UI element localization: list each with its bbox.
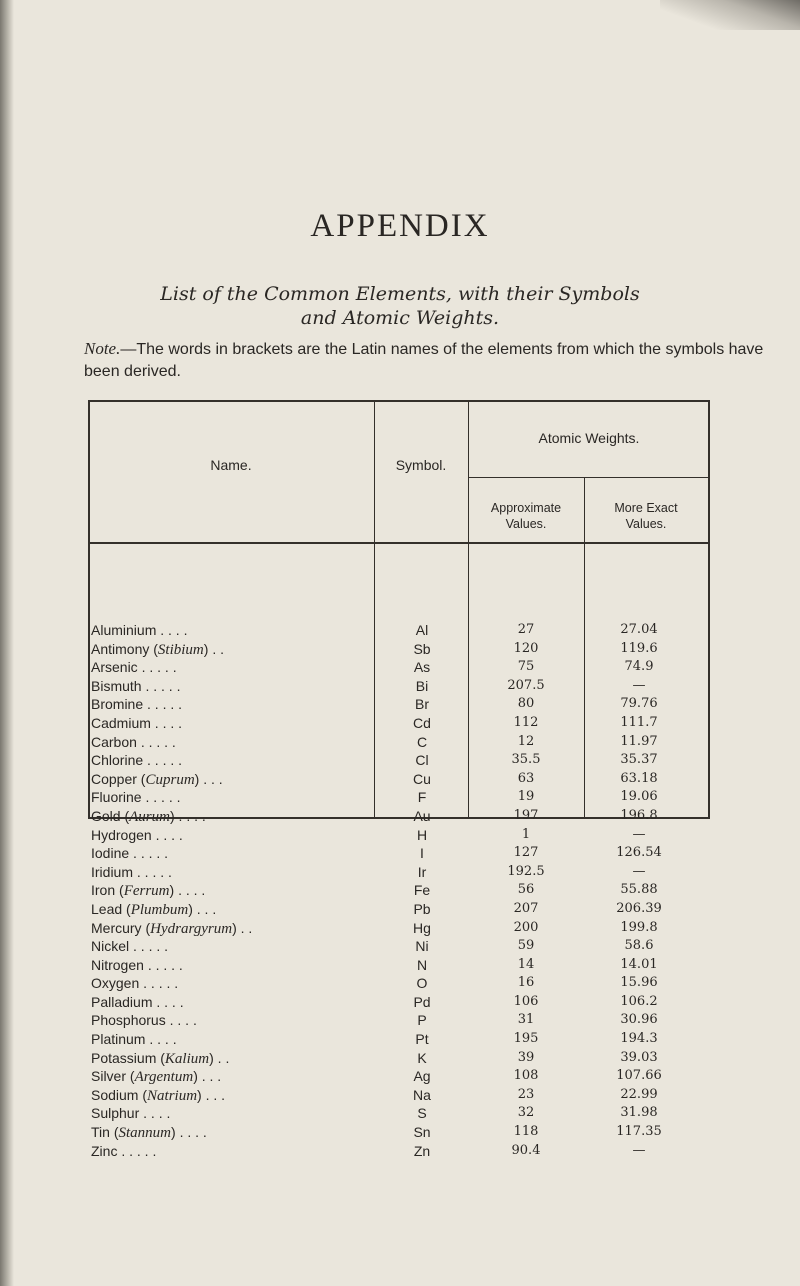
latin-name: Aurum [129, 808, 170, 825]
leader-dots: . . . . . [136, 863, 172, 880]
page-title: APPENDIX [310, 208, 490, 244]
element-name-cell [91, 714, 369, 733]
leader-dots: . . . . [143, 1105, 171, 1122]
element-symbol: K [417, 1049, 427, 1066]
table-row [88, 1142, 710, 1161]
element-name-cell [91, 751, 369, 770]
approximate-weight: 1 [521, 826, 531, 842]
leader-dots: . . . . [155, 826, 183, 843]
approximate-weight: 120 [513, 640, 539, 656]
approximate-weight: 32 [517, 1105, 535, 1121]
leader-dots: . . . . . [145, 789, 181, 806]
approximate-weight: 197 [513, 807, 539, 823]
approximate-weight: 106 [513, 993, 539, 1009]
latin-name: Hydrargyrum [150, 920, 233, 937]
table-row [88, 770, 710, 789]
approximate-weight: 63 [517, 770, 535, 786]
exact-weight: 111.7 [620, 714, 658, 730]
element-symbol: Bi [415, 677, 429, 694]
leader-dots: . . . . [169, 1012, 197, 1029]
leader-dots: . . . . . [141, 659, 177, 676]
leader-dots: . . . . [179, 1124, 207, 1141]
leader-dots: . . . . . [147, 956, 183, 973]
table-top-rule [88, 400, 710, 402]
approximate-weight: 12 [517, 733, 535, 749]
element-name: Phosphorus [91, 1012, 166, 1029]
element-name: Sodium [91, 1086, 139, 1103]
table-row [88, 677, 710, 696]
element-name: Potassium [91, 1049, 157, 1066]
table-row [88, 1104, 710, 1123]
approximate-weight: 200 [513, 919, 539, 935]
element-name: Copper [91, 770, 137, 787]
element-symbol: Cu [413, 770, 431, 787]
element-name-cell [91, 621, 369, 640]
element-symbol: C [416, 733, 428, 750]
table-row [88, 900, 710, 919]
latin-name: Kalium [164, 1050, 210, 1067]
note-lead: Note. [84, 339, 121, 358]
element-name: Platinum [91, 1031, 146, 1048]
element-name: Cadmium [91, 714, 151, 731]
header-approximate-line-1: Approximate [490, 501, 562, 515]
exact-weight: 196.8 [620, 807, 658, 823]
approximate-weight: 27 [517, 622, 535, 637]
table-row [88, 640, 710, 659]
table-row [88, 658, 710, 677]
element-symbol: Zn [413, 1142, 431, 1159]
element-symbol: Sb [413, 640, 431, 657]
table-row [88, 993, 710, 1012]
exact-weight: 27.04 [620, 622, 658, 637]
approximate-weight: 59 [517, 938, 535, 954]
approximate-weight: 80 [517, 696, 535, 712]
element-symbol: Sn [413, 1124, 431, 1141]
exact-weight: 63.18 [620, 770, 658, 786]
table-row [88, 1067, 710, 1086]
exact-weight: 126.54 [616, 845, 662, 861]
table-row [88, 733, 710, 752]
approximate-weight: 35.5 [511, 752, 541, 768]
leader-dots: . . . [196, 900, 217, 917]
element-symbol: Ni [415, 938, 429, 955]
element-symbol: Cl [415, 752, 429, 769]
leader-dots: . . [217, 1049, 230, 1066]
latin-name: Plumbum [130, 901, 189, 918]
element-symbol: Cd [413, 714, 431, 731]
element-name-cell: Sodium (Natrium) . . . [91, 1086, 226, 1104]
page-corner-shadow [660, 0, 800, 30]
exact-weight: 106.2 [620, 993, 658, 1009]
leader-dots: . . [240, 919, 253, 936]
table-row [88, 974, 710, 993]
element-symbol: Pd [413, 993, 431, 1010]
exact-weight: 79.76 [620, 696, 658, 712]
approximate-weight: 19 [517, 789, 535, 805]
table-row [88, 1086, 710, 1105]
exact-weight: 119.6 [620, 640, 658, 656]
leader-dots: . . . . . [140, 733, 176, 750]
table-row [88, 863, 710, 882]
leader-dots: . . . . . [147, 752, 183, 769]
element-symbol: Na [413, 1086, 431, 1103]
leader-dots: . . . . [149, 1031, 177, 1048]
element-name-cell: Iron (Ferrum) . . . . [91, 882, 206, 900]
element-name: Hydrogen [91, 826, 152, 843]
leader-dots: . . . . . [145, 677, 181, 694]
table-row [88, 1011, 710, 1030]
element-symbol: As [413, 659, 431, 676]
element-name: Tin [91, 1124, 110, 1141]
leader-dots: . . . [201, 1068, 222, 1085]
leader-dots: . . . [205, 1086, 226, 1103]
approximate-weight: 207 [513, 900, 539, 916]
element-name: Fluorine [91, 789, 142, 806]
element-name: Iodine [91, 845, 130, 862]
element-name: Nickel [91, 938, 130, 955]
table-body [88, 621, 710, 1160]
element-name: Bismuth [91, 677, 142, 694]
element-name-cell [91, 658, 369, 677]
element-symbol: Al [415, 622, 429, 638]
leader-dots: . . . . [156, 993, 184, 1010]
approximate-weight: 90.4 [511, 1142, 541, 1158]
exact-weight: 35.37 [620, 752, 658, 768]
element-name: Palladium [91, 993, 153, 1010]
element-symbol: Hg [413, 919, 431, 936]
exact-weight: — [632, 863, 646, 879]
element-symbol: Pb [413, 900, 431, 917]
note-paragraph [84, 338, 784, 383]
exact-weight: — [632, 677, 646, 693]
element-name: Bromine [91, 696, 144, 713]
subtitle-line-2: and Atomic Weights. [300, 307, 500, 329]
header-exact-line-1: More Exact [614, 501, 678, 515]
element-name-cell [91, 974, 369, 993]
table-row [88, 881, 710, 900]
approximate-weight: 39 [517, 1049, 535, 1065]
element-symbol: Br [415, 696, 429, 713]
table-row [88, 1049, 710, 1068]
element-name: Gold [91, 807, 121, 824]
element-name: Chlorine [91, 752, 144, 769]
latin-name: Cuprum [145, 771, 195, 788]
table-row [88, 937, 710, 956]
header-more-exact-values [584, 500, 708, 532]
element-name-cell: Silver (Argentum) . . . [91, 1068, 222, 1086]
element-name: Arsenic [91, 659, 138, 676]
element-name: Carbon [91, 733, 137, 750]
table-row [88, 1030, 710, 1049]
leader-dots: . . . [203, 770, 223, 787]
element-symbol: Au [413, 807, 431, 824]
exact-weight: 19.06 [620, 789, 658, 805]
table-row [88, 826, 710, 845]
element-name-cell: Lead (Plumbum) . . . [91, 900, 217, 918]
exact-weight: 11.97 [620, 733, 658, 749]
header-approximate-line-2: Values. [505, 517, 547, 531]
header-symbol: Symbol. [395, 457, 447, 473]
approximate-weight: 207.5 [507, 677, 545, 693]
approximate-weight: 23 [517, 1086, 535, 1102]
element-name: Iridium [91, 863, 134, 880]
element-name: Oxygen [91, 975, 140, 992]
exact-weight: 206.39 [616, 900, 662, 916]
header-bottom-rule [88, 542, 710, 544]
exact-weight: 30.96 [620, 1012, 658, 1028]
exact-weight: 55.88 [620, 882, 658, 898]
exact-weight: — [632, 1142, 646, 1158]
approximate-weight: 75 [517, 659, 535, 675]
element-symbol: Ag [413, 1068, 431, 1085]
table-row [88, 621, 710, 640]
element-symbol: F [417, 789, 427, 806]
leader-dots: . . . . [160, 622, 188, 638]
header-atomic-weights: Atomic Weights. [538, 430, 640, 446]
latin-name: Stibium [157, 641, 204, 658]
element-name-cell: Gold (Aurum) . . . . [91, 807, 206, 825]
element-symbol: O [416, 975, 428, 992]
table-row [88, 751, 710, 770]
element-name: Zinc [91, 1142, 118, 1159]
element-name-cell [91, 1142, 369, 1161]
approximate-weight: 14 [517, 956, 535, 972]
exact-weight: 15.96 [620, 975, 658, 991]
book-spine-shadow [0, 0, 14, 1286]
approximate-weight: 195 [513, 1031, 539, 1047]
subtitle-line-1: List of the Common Elements, with their Symbols [160, 283, 640, 305]
element-name-cell [91, 788, 369, 807]
header-exact-line-2: Values. [625, 517, 667, 531]
leader-dots: . . . . . [121, 1142, 157, 1159]
approximate-weight: 192.5 [507, 863, 545, 879]
element-name: Lead [91, 900, 123, 917]
latin-name: Stannum [118, 1125, 171, 1142]
approximate-weight: 118 [513, 1124, 539, 1140]
weights-subheader-rule [468, 477, 710, 478]
latin-name: Natrium [147, 1087, 198, 1104]
element-name-cell [91, 733, 369, 752]
element-name-cell [91, 956, 369, 975]
element-name: Iron [91, 882, 116, 899]
element-name: Antimony [91, 640, 150, 657]
exact-weight: 107.66 [616, 1068, 662, 1084]
table-row [88, 788, 710, 807]
approximate-weight: 108 [513, 1068, 539, 1084]
element-name-cell [91, 937, 369, 956]
element-name-cell [91, 993, 369, 1012]
element-symbol: Ir [417, 863, 427, 880]
exact-weight: 74.9 [624, 659, 654, 675]
table-row [88, 807, 710, 826]
table-row [88, 844, 710, 863]
element-name: Silver [91, 1068, 127, 1085]
element-name-cell [91, 677, 369, 696]
element-name-cell: Potassium (Kalium) . . [91, 1049, 230, 1067]
approximate-weight: 112 [513, 714, 539, 730]
element-name: Nitrogen [91, 956, 144, 973]
latin-name: Argentum [134, 1069, 194, 1086]
element-symbol: Pt [415, 1031, 429, 1048]
exact-weight: 22.99 [620, 1086, 658, 1102]
table-row [88, 695, 710, 714]
latin-name: Ferrum [123, 883, 170, 900]
leader-dots: . . . . . [133, 938, 169, 955]
exact-weight: 39.03 [620, 1049, 658, 1065]
exact-weight: 14.01 [620, 956, 658, 972]
element-symbol: P [417, 1012, 427, 1029]
element-name-cell [91, 695, 369, 714]
element-name: Sulphur [91, 1105, 140, 1122]
leader-dots: . . . . . [133, 845, 169, 862]
element-name-cell [91, 1011, 369, 1030]
element-symbol: Fe [413, 882, 431, 899]
element-symbol: N [416, 956, 428, 973]
element-name-cell [91, 844, 369, 863]
element-name-cell: Antimony (Stibium) . . [91, 640, 224, 658]
header-name: Name. [210, 457, 252, 473]
header-approximate-values [468, 500, 584, 532]
exact-weight: 199.8 [620, 919, 658, 935]
exact-weight: 31.98 [620, 1105, 658, 1121]
element-name-cell [91, 1030, 369, 1049]
table-row [88, 1123, 710, 1142]
approximate-weight: 127 [513, 845, 539, 861]
note-text: —The words in brackets are the Latin names of the elements from which the symbols have been derived. [84, 341, 764, 380]
element-name-cell: Tin (Stannum) . . . . [91, 1124, 207, 1142]
element-name: Aluminium [91, 622, 157, 638]
element-name: Mercury [91, 919, 142, 936]
approximate-weight: 56 [517, 882, 535, 898]
leader-dots: . . . . [154, 714, 183, 731]
exact-weight: 117.35 [616, 1124, 662, 1140]
approximate-weight: 31 [517, 1012, 535, 1028]
element-name-cell [91, 826, 369, 845]
table-row [88, 714, 710, 733]
table-row [88, 919, 710, 938]
element-name-cell [91, 1104, 369, 1123]
approximate-weight: 16 [517, 975, 535, 991]
element-name-cell: Copper (Cuprum) . . . [91, 770, 223, 788]
leader-dots: . . . . . [143, 975, 179, 992]
leader-dots: . . . . [178, 882, 206, 899]
element-symbol: I [420, 845, 424, 862]
table-row [88, 956, 710, 975]
exact-weight: — [632, 826, 646, 842]
element-name-cell: Mercury (Hydrargyrum) . . [91, 919, 253, 937]
leader-dots: . . . . . [147, 696, 183, 713]
exact-weight: 58.6 [624, 938, 654, 954]
element-symbol: S [417, 1105, 427, 1122]
exact-weight: 194.3 [620, 1031, 658, 1047]
leader-dots: . . . . [178, 807, 206, 824]
leader-dots: . . [212, 640, 224, 657]
list-subtitle [0, 282, 800, 330]
element-symbol: H [416, 826, 428, 843]
element-name-cell [91, 863, 369, 882]
